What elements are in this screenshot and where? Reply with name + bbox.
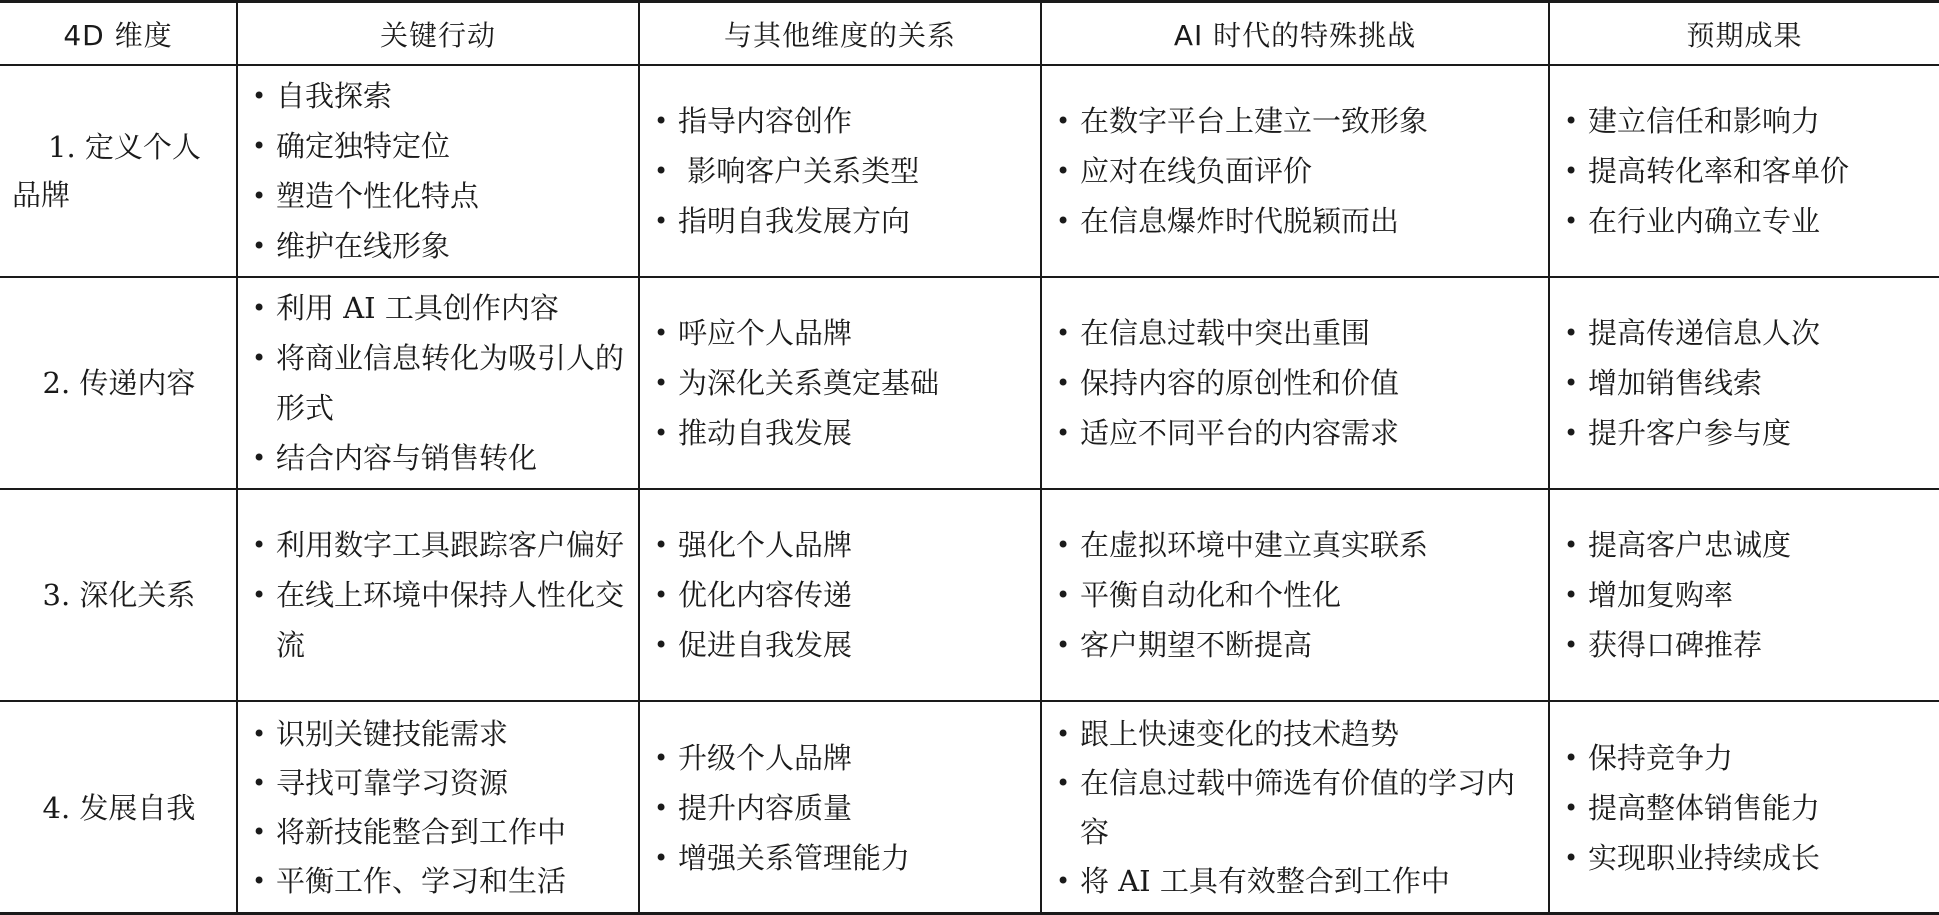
table-row <box>0 277 1939 489</box>
list-item: • 将商业信息转化为吸引人的形式 <box>250 333 628 433</box>
list-item: • 在行业内确立专业 <box>1562 196 1929 246</box>
list-item: • 结合内容与销售转化 <box>250 433 628 483</box>
list-item: • 平衡工作、学习和生活 <box>250 857 628 906</box>
relations-cell <box>639 65 1041 277</box>
table-row <box>0 65 1939 277</box>
relations-cell <box>639 277 1041 489</box>
header-dimension: 4D 维度 <box>0 3 237 65</box>
list-item: • 提升客户参与度 <box>1562 408 1929 458</box>
dimension-label: 3. 深化关系 <box>42 578 196 612</box>
header-key-actions: 关键行动 <box>237 3 639 65</box>
list-item: • 增强关系管理能力 <box>652 833 1030 883</box>
header-expected-outcomes: 预期成果 <box>1549 3 1939 65</box>
list-item: • 升级个人品牌 <box>652 733 1030 783</box>
challenges-cell <box>1041 277 1549 489</box>
list-item: • 指明自我发展方向 <box>652 196 1030 246</box>
list-item: • 提升内容质量 <box>652 783 1030 833</box>
list-item: • 获得口碑推荐 <box>1562 620 1929 670</box>
list-item: • 确定独特定位 <box>250 121 628 171</box>
dimension-cell <box>0 489 237 701</box>
dimension-cell <box>0 277 237 489</box>
list-item: • 客户期望不断提高 <box>1054 620 1538 670</box>
list-item: • 影响客户关系类型 <box>652 146 1030 196</box>
challenges-cell <box>1041 489 1549 701</box>
actions-cell <box>237 489 639 701</box>
list-item: • 提高传递信息人次 <box>1562 308 1929 358</box>
header-ai-challenges: AI 时代的特殊挑战 <box>1041 3 1549 65</box>
list-item: • 促进自我发展 <box>652 620 1030 670</box>
dimension-label: 2. 传递内容 <box>42 366 196 400</box>
list-item: • 跟上快速变化的技术趋势 <box>1054 710 1538 759</box>
list-item: • 在虚拟环境中建立真实联系 <box>1054 520 1538 570</box>
table-row <box>0 701 1939 913</box>
list-item: • 为深化关系奠定基础 <box>652 358 1030 408</box>
outcomes-cell <box>1549 701 1939 913</box>
list-item: • 实现职业持续成长 <box>1562 833 1929 883</box>
list-item: • 利用 AI 工具创作内容 <box>250 283 628 333</box>
header-row <box>0 3 1939 65</box>
actions-cell <box>237 701 639 913</box>
outcomes-cell <box>1549 65 1939 277</box>
header-relations: 与其他维度的关系 <box>639 3 1041 65</box>
dimension-label: 1. 定义个人品牌 <box>12 130 201 212</box>
relations-cell <box>639 701 1041 913</box>
list-item: • 强化个人品牌 <box>652 520 1030 570</box>
list-item: • 在信息过载中筛选有价值的学习内容 <box>1054 759 1538 857</box>
list-item: • 推动自我发展 <box>652 408 1030 458</box>
list-item: • 优化内容传递 <box>652 570 1030 620</box>
list-item: • 增加复购率 <box>1562 570 1929 620</box>
list-item: • 提高转化率和客单价 <box>1562 146 1929 196</box>
challenges-cell <box>1041 701 1549 913</box>
list-item: • 在数字平台上建立一致形象 <box>1054 96 1538 146</box>
list-item: • 维护在线形象 <box>250 221 628 271</box>
list-item: • 呼应个人品牌 <box>652 308 1030 358</box>
list-item: • 在线上环境中保持人性化交流 <box>250 570 628 670</box>
list-item: • 塑造个性化特点 <box>250 171 628 221</box>
dimension-cell <box>0 701 237 913</box>
outcomes-cell <box>1549 277 1939 489</box>
list-item: • 保持竞争力 <box>1562 733 1929 783</box>
list-item: • 指导内容创作 <box>652 96 1030 146</box>
list-item: • 识别关键技能需求 <box>250 710 628 759</box>
list-item: • 在信息过载中突出重围 <box>1054 308 1538 358</box>
list-item: • 将新技能整合到工作中 <box>250 808 628 857</box>
list-item: • 提高客户忠诚度 <box>1562 520 1929 570</box>
list-item: • 在信息爆炸时代脱颖而出 <box>1054 196 1538 246</box>
relations-cell <box>639 489 1041 701</box>
outcomes-cell <box>1549 489 1939 701</box>
list-item: • 自我探索 <box>250 71 628 121</box>
list-item: • 平衡自动化和个性化 <box>1054 570 1538 620</box>
actions-cell <box>237 65 639 277</box>
list-item: • 适应不同平台的内容需求 <box>1054 408 1538 458</box>
challenges-cell <box>1041 65 1549 277</box>
dimension-cell <box>0 65 237 277</box>
list-item: • 提高整体销售能力 <box>1562 783 1929 833</box>
list-item: • 应对在线负面评价 <box>1054 146 1538 196</box>
list-item: • 利用数字工具跟踪客户偏好 <box>250 520 628 570</box>
list-item: • 建立信任和影响力 <box>1562 96 1929 146</box>
dimension-label: 4. 发展自我 <box>42 790 196 825</box>
table-row <box>0 489 1939 701</box>
list-item: • 寻找可靠学习资源 <box>250 759 628 808</box>
actions-cell <box>237 277 639 489</box>
list-item: • 保持内容的原创性和价值 <box>1054 358 1538 408</box>
4d-framework-table <box>0 3 1939 913</box>
list-item: • 将 AI 工具有效整合到工作中 <box>1054 857 1538 906</box>
list-item: • 增加销售线索 <box>1562 358 1929 408</box>
